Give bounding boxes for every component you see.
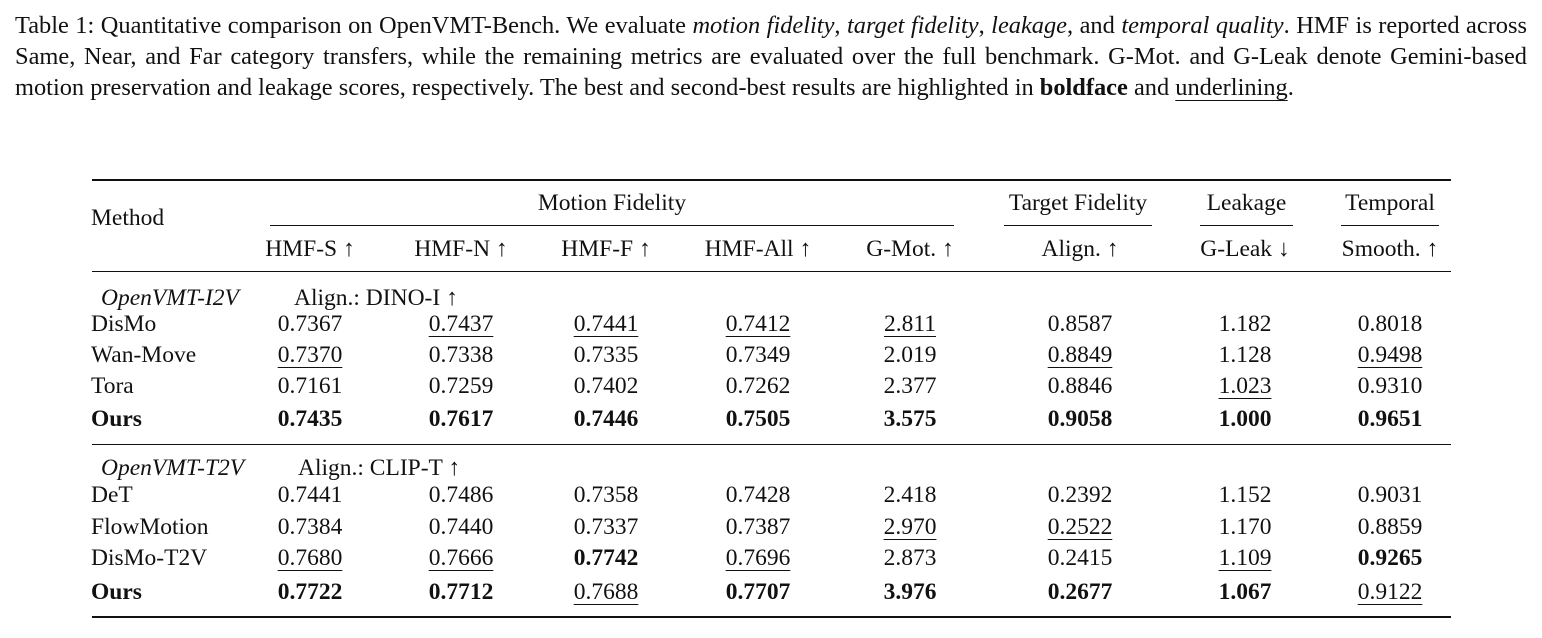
group-rule-temporal [1341,225,1439,226]
table-cell: 0.2677 [1047,579,1113,605]
table-cell: 0.7335 [573,342,639,368]
group-rule-motion [270,225,954,226]
caption-body: . HMF is reported across Same, Near, and Far category transfers, while the remaining metrics are evaluated over the full benchmark. G-Mot. and G-Leak denote Gemini-based motion preservation and leakage scores, respectively. The best and second-best results are highlighted in [15,12,1527,101]
table-cell: 3.575 [883,406,937,432]
section-title: OpenVMT-T2V [101,455,245,481]
table-cell: 0.8587 [1047,311,1113,337]
table-cell: 0.7680 [277,545,343,571]
table-cell: 0.7712 [428,579,494,605]
table-cell: 0.7707 [725,579,791,605]
table-cell: 0.7338 [428,342,494,368]
table-cell: 0.7262 [725,373,791,399]
table-cell: 0.7617 [428,406,494,432]
table-cell: 0.8859 [1357,514,1423,540]
table-cell: 1.023 [1218,373,1272,399]
table-cell: 0.9122 [1357,579,1423,605]
table-cell: 1.182 [1218,311,1272,337]
table-cell: 0.9498 [1357,342,1423,368]
column-header: G-Leak ↓ [1200,236,1290,262]
table-cell: 0.7441 [573,311,639,337]
row-method: Tora [91,373,134,399]
caption-sep: , and [1067,12,1122,39]
table-cell: 0.7402 [573,373,639,399]
table-cell: 0.7161 [277,373,343,399]
column-header: G-Mot. ↑ [866,236,954,262]
group-header-motion-fidelity: Motion Fidelity [537,190,687,216]
section-align-note: Align.: DINO-I ↑ [294,285,458,311]
table-cell: 0.8849 [1047,342,1113,368]
caption-leakage: leakage [991,12,1068,39]
group-header-target-fidelity: Target Fidelity [1008,190,1148,216]
table-cell: 3.976 [883,579,937,605]
table-cell: 0.7486 [428,482,494,508]
group-rule-leakage [1200,225,1293,226]
table-cell: 0.9058 [1047,406,1113,432]
row-method: DeT [91,482,133,508]
caption-sep: , [978,12,992,39]
table-cell: 0.7696 [725,545,791,571]
table-cell: 0.7349 [725,342,791,368]
column-header: HMF-N ↑ [414,236,508,262]
caption-label: Table 1: Quantitative comparison on OpenVMT-Bench. We evaluate [15,12,693,39]
group-header-leakage: Leakage [1206,190,1287,216]
table-cell: 0.7441 [277,482,343,508]
column-header: HMF-S ↑ [265,236,355,262]
caption-boldface: boldface [1039,74,1128,101]
group-header-temporal: Temporal [1345,190,1435,216]
table-cell: 0.7358 [573,482,639,508]
row-method: Wan-Move [91,342,197,368]
table-cell: 0.8846 [1047,373,1113,399]
row-method: Ours [91,406,142,432]
row-method: DisMo [91,311,157,337]
table-cell: 0.7387 [725,514,791,540]
table-cell: 0.9310 [1357,373,1423,399]
header-bottom-rule [92,271,1451,272]
table-cell: 0.2392 [1047,482,1113,508]
table-cell: 1.000 [1218,406,1272,432]
table-cell: 2.377 [883,373,937,399]
table-cell: 2.873 [883,545,937,571]
table-cell: 0.7337 [573,514,639,540]
column-header: Smooth. ↑ [1341,236,1439,262]
table-caption [15,10,1527,103]
caption-sep: , [834,12,847,39]
section-divider-rule [92,444,1451,445]
table-cell: 0.7384 [277,514,343,540]
table-cell: 1.128 [1218,342,1272,368]
method-header: Method [91,205,165,231]
table-bottom-rule [92,616,1451,618]
table-cell: 0.7688 [573,579,639,605]
row-method: DisMo-T2V [91,545,208,571]
row-method: FlowMotion [91,514,209,540]
table-cell: 0.7412 [725,311,791,337]
table-cell: 0.2415 [1047,545,1113,571]
caption-and: and [1127,74,1176,101]
column-header: Align. ↑ [1041,236,1119,262]
caption-motion-fidelity: motion fidelity [692,12,835,39]
table-cell: 0.7722 [277,579,343,605]
table-cell: 2.811 [883,311,936,337]
group-rule-target [1004,225,1152,226]
table-cell: 2.418 [883,482,937,508]
section-align-note: Align.: CLIP-T ↑ [298,455,461,481]
table-cell: 0.9265 [1357,545,1423,571]
caption-target-fidelity: target fidelity [847,12,979,39]
section-title: OpenVMT-I2V [101,285,239,311]
table-cell: 1.109 [1218,545,1272,571]
caption-temporal-quality: temporal quality [1121,12,1284,39]
table-cell: 1.152 [1218,482,1272,508]
table-cell: 0.7440 [428,514,494,540]
table-cell: 1.170 [1218,514,1272,540]
table-cell: 0.8018 [1357,311,1423,337]
table-cell: 0.7367 [277,311,343,337]
caption-underlining: underlining [1175,74,1288,101]
column-header: HMF-F ↑ [561,236,651,262]
table-cell: 0.7259 [428,373,494,399]
table-cell: 0.2522 [1047,514,1113,540]
table-cell: 0.7428 [725,482,791,508]
table-cell: 0.7437 [428,311,494,337]
table-cell: 0.7666 [428,545,494,571]
table-cell: 2.019 [883,342,937,368]
table-cell: 0.7742 [573,545,639,571]
table-cell: 0.7435 [277,406,343,432]
table-cell: 2.970 [883,514,937,540]
table-top-rule [92,179,1451,181]
table-cell: 0.9031 [1357,482,1423,508]
table-cell: 0.7446 [573,406,639,432]
caption-end: . [1287,74,1294,101]
table-cell: 0.7505 [725,406,791,432]
row-method: Ours [91,579,142,605]
table-cell: 1.067 [1218,579,1272,605]
table-cell: 0.7370 [277,342,343,368]
table-cell: 0.9651 [1357,406,1423,432]
column-header: HMF-All ↑ [704,236,812,262]
